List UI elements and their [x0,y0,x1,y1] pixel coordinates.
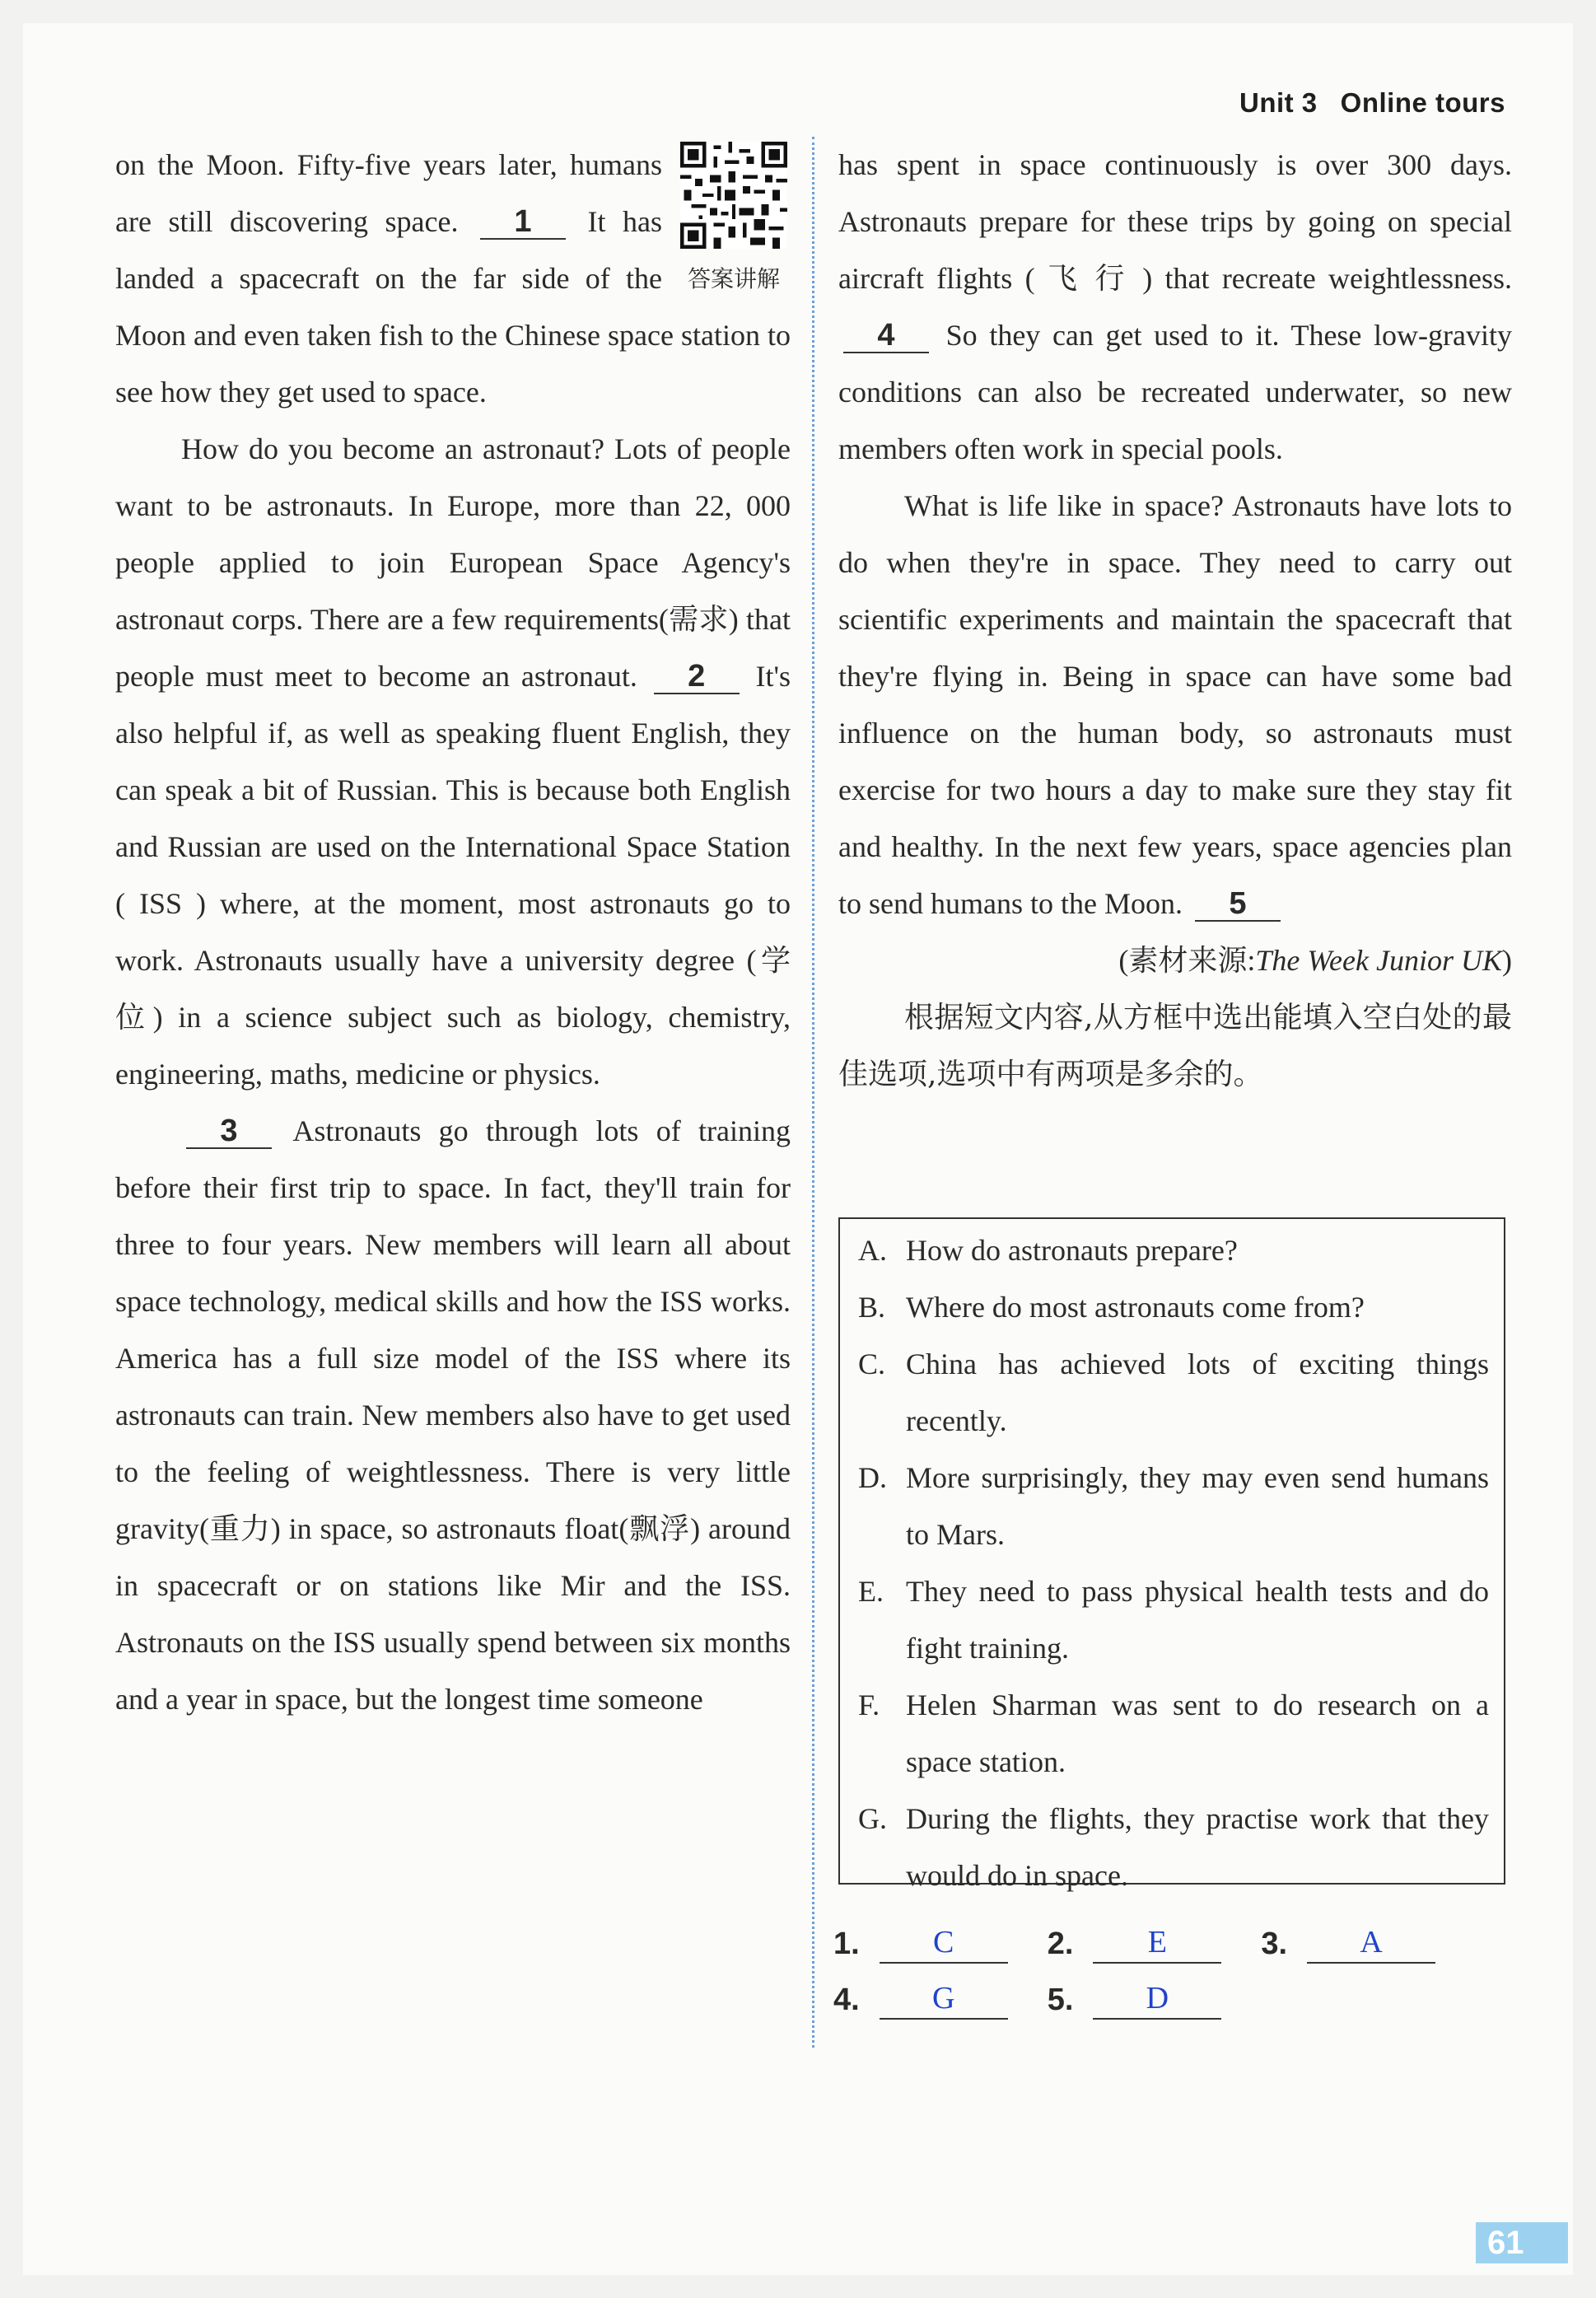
option-f[interactable] [858,1677,1489,1791]
blank-5[interactable]: 5 [1195,887,1281,922]
page-number: 61 [1476,2222,1568,2263]
option-letter: C. [858,1348,886,1380]
header-unit: Unit 3 [1239,87,1318,118]
running-header [1239,87,1505,119]
left-p3-text: Astronauts go through lots of training before their first trip to space. In fact, they'll train for three to four years. New members will learn all about space technology, medical skills and how the ISS works. America has a full size model of the ISS where its astronauts can train. New members also have to get used to the feeling of weightlessness. There is very little gravity(重力) in space, so astronauts float(飘浮) around in spacecraft or on stations like Mir and the ISS. Astronauts on the ISS usually spend between six months and a year in space, but the longest time someone [115,1114,791,1716]
right-paragraph-2 [838,478,1512,932]
blank-3[interactable]: 3 [186,1114,272,1149]
answer-number: 2. [1047,1927,1074,1961]
answer-section [833,1908,1509,2020]
option-text: China has achieved lots of exciting things recently. [906,1348,1489,1437]
qr-code-icon[interactable] [680,142,787,249]
left-paragraph-1 [115,137,791,421]
answer-number: 5. [1047,1983,1074,2017]
source-credit [838,932,1512,989]
qr-block[interactable] [677,142,791,306]
left-column [115,137,791,1728]
answer-item [833,1978,1008,2020]
option-letter: F. [858,1688,880,1721]
option-text: They need to pass physical health tests and do fight training. [906,1575,1489,1665]
option-letter: E. [858,1575,884,1608]
left-paragraph-3 [115,1103,791,1728]
answer-field-1[interactable]: C [880,1922,1008,1964]
answer-field-2[interactable]: E [1093,1922,1221,1964]
answer-field-4[interactable]: G [880,1978,1008,2020]
left-p1-text-a: on the Moon. Fifty-five years later, humans are still discovering space. [115,148,662,238]
option-g[interactable] [858,1791,1489,1904]
answer-item [1048,1978,1222,2020]
right-paragraph-1 [838,137,1512,478]
source-prefix: (素材来源: [1118,944,1256,977]
left-p2-text-a: How do you become an astronaut? Lots of people want to be astronauts. In Europe, more than 22, 000 people applied to join European Space Agency's astronaut corps. There are a few requirements(需求) that people must meet to become an astronaut. [115,432,791,693]
option-c[interactable] [858,1336,1489,1450]
answer-field-3[interactable]: A [1307,1922,1435,1964]
qr-caption: 答案讲解 [687,265,780,292]
option-letter: B. [858,1291,886,1324]
answer-number: 1. [833,1927,860,1961]
option-d[interactable] [858,1450,1489,1563]
left-paragraph-2 [115,421,791,1103]
answer-field-5[interactable]: D [1093,1978,1221,2020]
option-letter: D. [858,1461,887,1494]
answer-number: 4. [833,1983,860,2017]
options-box [838,1217,1505,1892]
left-p2-text-b: It's also helpful if, as well as speaking fluent English, they can speak a bit of Russian. This is because both English and Russian are used on the International Space Station ( ISS ) where, at the moment, most astronauts go to work. Astronauts usually have a university degree (学位) in a science subject such as biology, chemistry, engineering, maths, medicine or physics. [115,660,791,1091]
option-text: Where do most astronauts come from? [906,1291,1365,1324]
option-letter: A. [858,1234,887,1267]
answer-item [1261,1922,1435,1964]
blank-1[interactable]: 1 [480,205,566,240]
right-p2-text: What is life like in space? Astronauts have lots to do when they're in space. They need to carry out scientific experiments and maintain the spacecraft that they're flying in. Being in space can have some bad influence on the human body, so astronauts must exercise for two hours a day to make sure they stay fit and healthy. In the next few years, space agencies plan to send humans to the Moon. [838,489,1512,920]
answer-item [833,1922,1008,1964]
option-b[interactable] [858,1279,1489,1336]
answer-row-1 [833,1908,1509,1964]
column-divider [812,137,814,2048]
answer-item [1048,1922,1222,1964]
option-text: Helen Sharman was sent to do research on a space station. [906,1688,1489,1778]
right-column [838,137,1512,1103]
answer-number: 3. [1261,1927,1288,1961]
option-text: More surprisingly, they may even send humans to Mars. [906,1461,1489,1551]
answer-row-2 [833,1964,1509,2020]
source-suffix: ) [1502,944,1512,977]
blank-4[interactable]: 4 [843,319,929,353]
header-title: Online tours [1340,87,1505,118]
option-a[interactable] [858,1222,1489,1279]
right-p1-text-a: has spent in space continuously is over 300 days. Astronauts prepare for these trips by going on special aircraft flights ( 飞 行 ) that recreate weightlessness. [838,148,1512,295]
task-instruction: 根据短文内容,从方框中选出能填入空白处的最佳选项,选项中有两项是多余的。 [838,1001,1512,1091]
option-text: How do astronauts prepare? [906,1234,1238,1267]
blank-2[interactable]: 2 [654,660,740,694]
source-title: The Week Junior UK [1255,944,1502,977]
left-p1-text-b: It has landed a spacecraft on the far side of the Moon and even taken fish to the Chinese space station to see how they get used to space. [115,205,791,409]
option-e[interactable] [858,1563,1489,1677]
option-letter: G. [858,1802,887,1835]
option-text: During the flights, they practise work that they would do in space. [906,1802,1489,1892]
right-p1-text-b: So they can get used to it. These low-gravity conditions can also be recreated underwater, so new members often work in special pools. [838,319,1513,465]
